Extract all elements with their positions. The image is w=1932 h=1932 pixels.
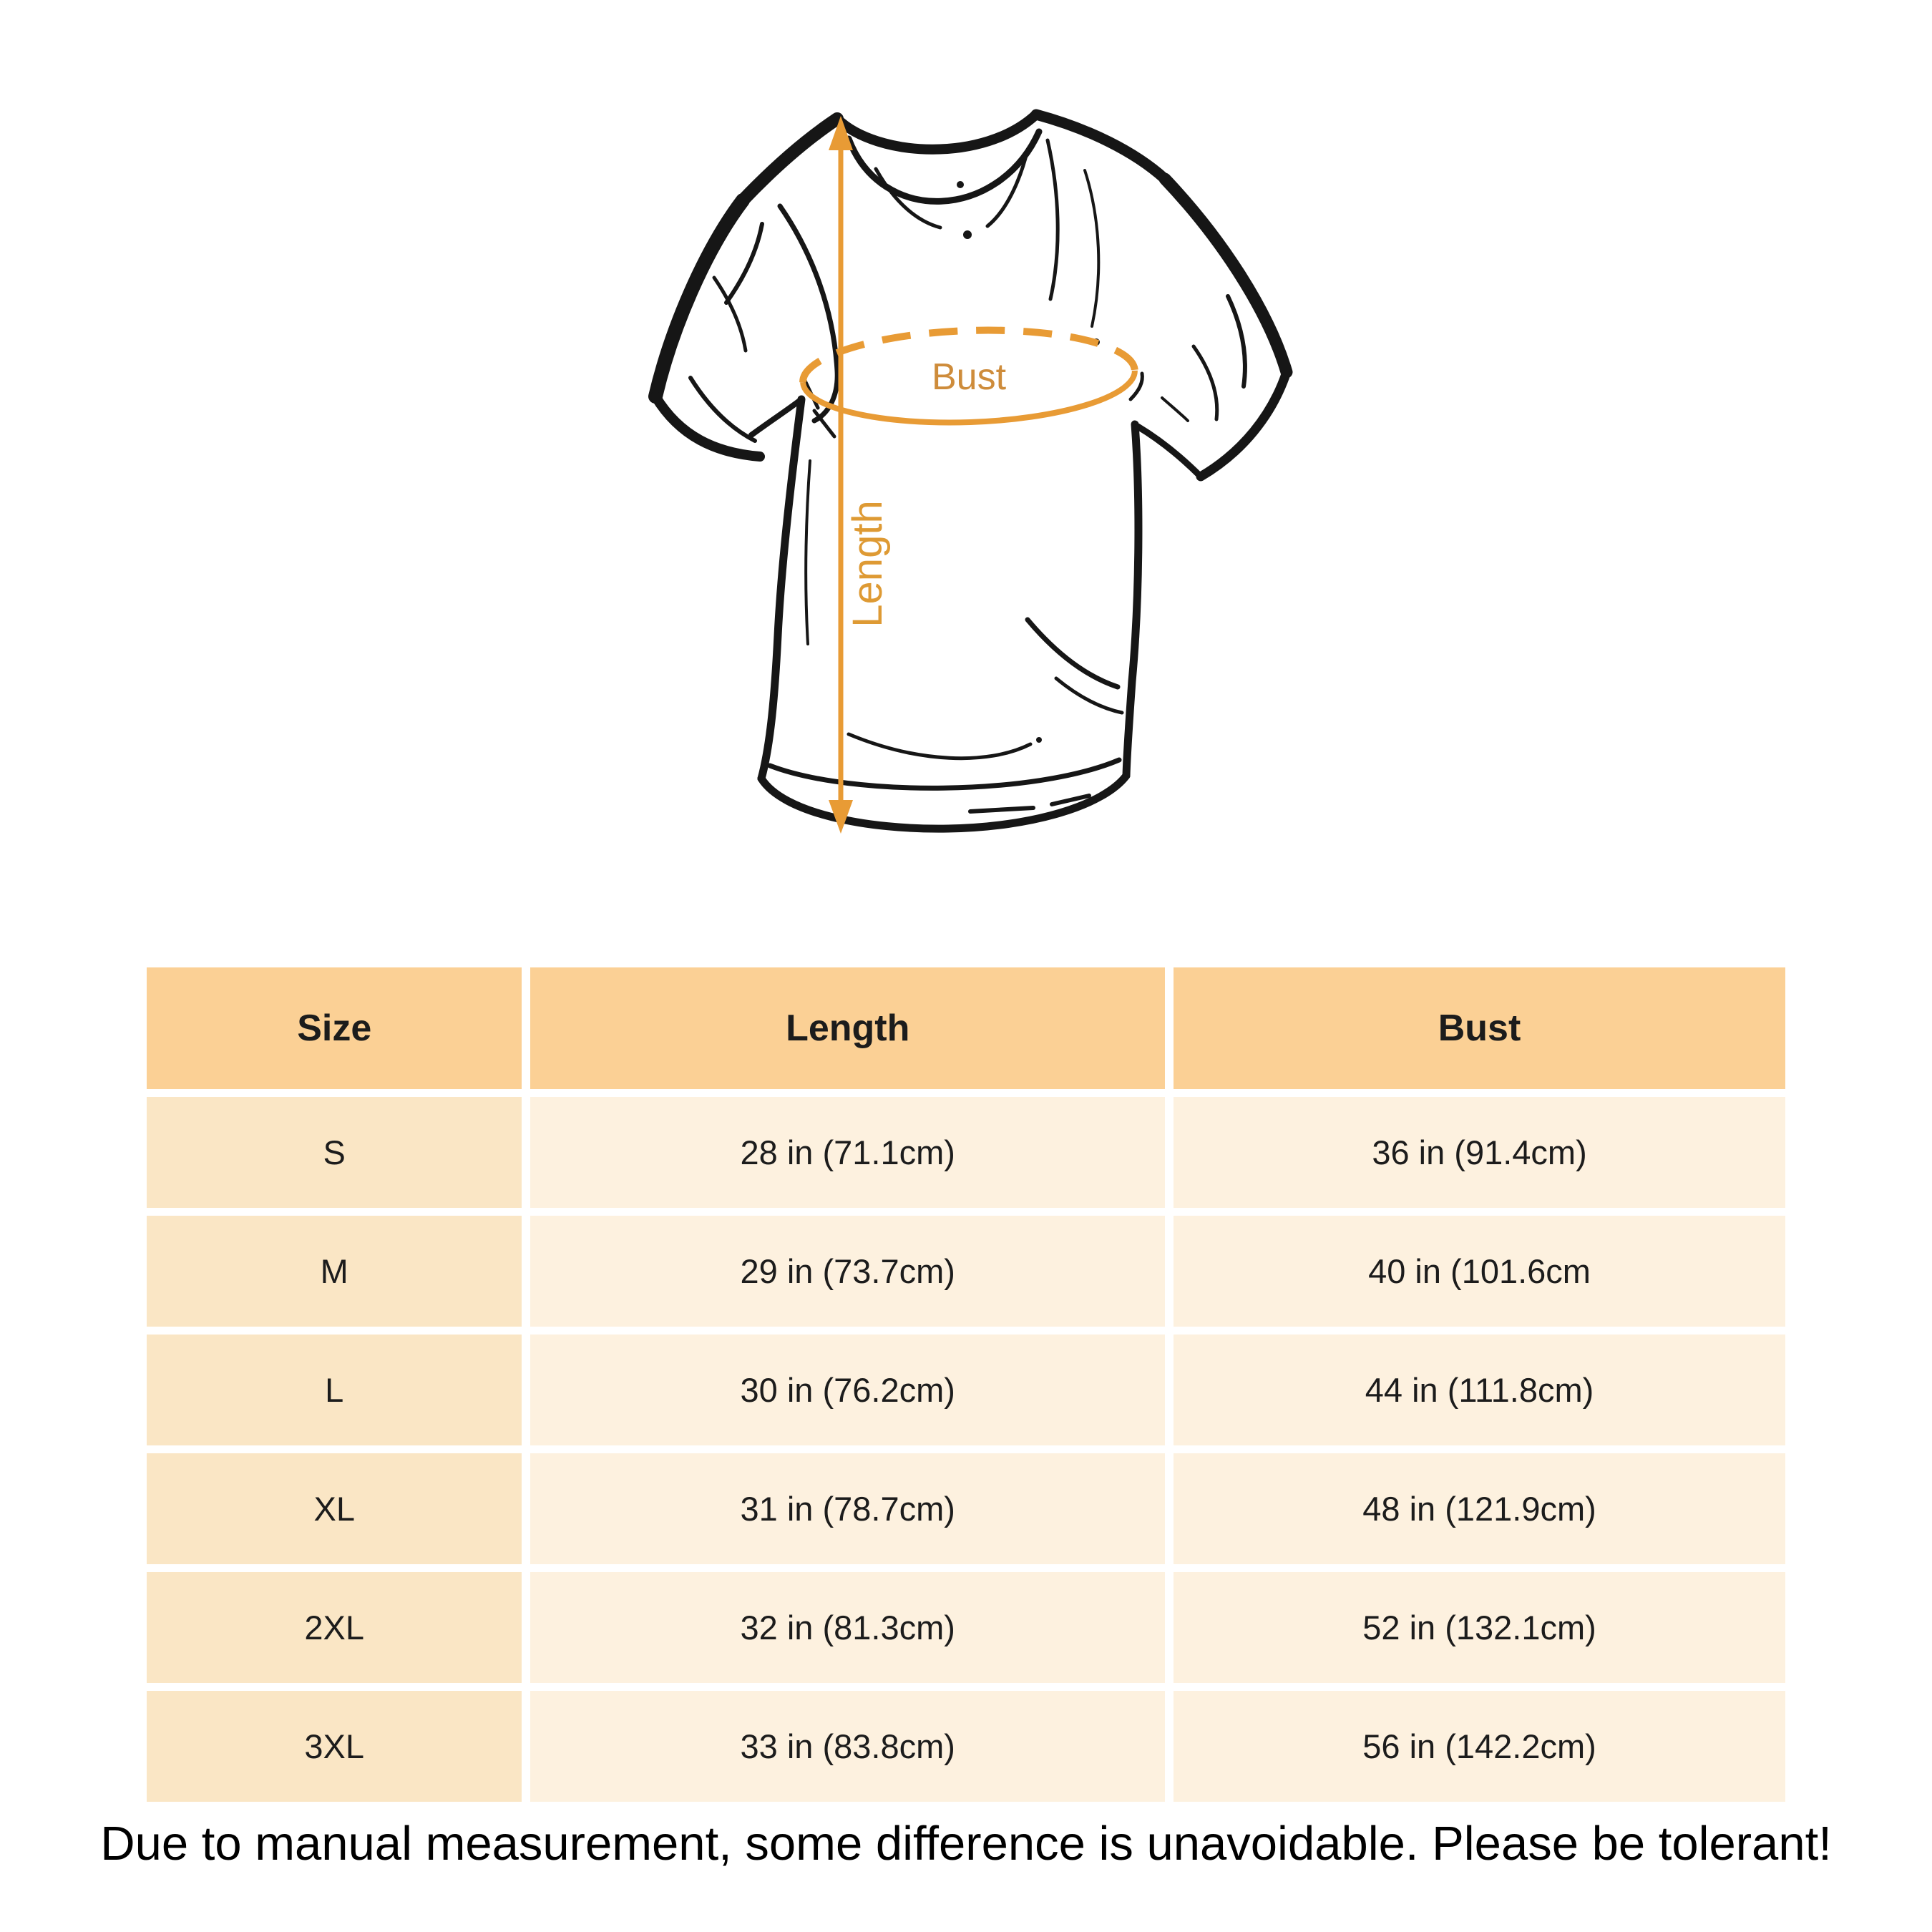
table-header-bust: Bust: [1174, 967, 1785, 1089]
length-cell: 33 in (83.8cm): [530, 1691, 1165, 1802]
length-arrow: [829, 116, 853, 834]
size-cell: 3XL: [147, 1691, 522, 1802]
table-header-size: Size: [147, 967, 522, 1089]
size-cell: S: [147, 1097, 522, 1208]
length-cell: 31 in (78.7cm): [530, 1453, 1165, 1564]
length-cell: 30 in (76.2cm): [530, 1335, 1165, 1445]
bust-cell: 52 in (132.1cm): [1174, 1572, 1785, 1683]
bust-cell: 36 in (91.4cm): [1174, 1097, 1785, 1208]
size-cell: 2XL: [147, 1572, 522, 1683]
bust-label: Bust: [931, 356, 1007, 398]
tshirt-diagram: [630, 63, 1309, 861]
size-table: [147, 967, 1785, 1802]
bust-cell: 56 in (142.2cm): [1174, 1691, 1785, 1802]
bust-cell: 44 in (111.8cm): [1174, 1335, 1785, 1445]
length-label: Length: [844, 500, 891, 628]
length-cell: 29 in (73.7cm): [530, 1216, 1165, 1327]
size-cell: L: [147, 1335, 522, 1445]
length-cell: 28 in (71.1cm): [530, 1097, 1165, 1208]
bust-cell: 40 in (101.6cm: [1174, 1216, 1785, 1327]
table-header-length: Length: [530, 967, 1165, 1089]
length-cell: 32 in (81.3cm): [530, 1572, 1165, 1683]
measurement-note: Due to manual measurement, some difference is unavoidable. Please be tolerant!: [100, 1817, 1832, 1870]
tshirt-sketch: [655, 114, 1287, 829]
size-cell: M: [147, 1216, 522, 1327]
bust-cell: 48 in (121.9cm): [1174, 1453, 1785, 1564]
size-cell: XL: [147, 1453, 522, 1564]
